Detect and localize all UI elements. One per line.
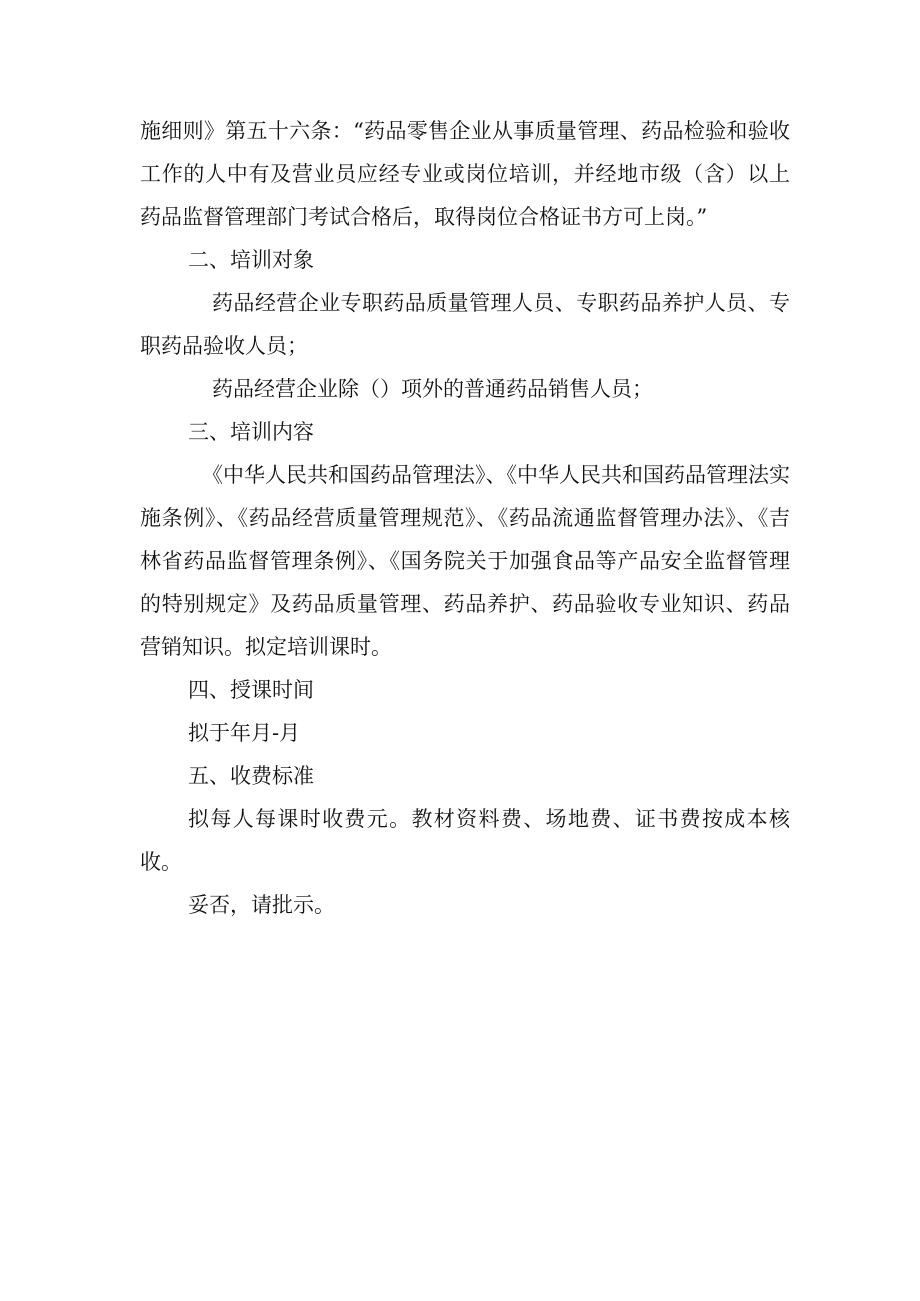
paragraph-teaching-time: 拟于年月-月 (188, 721, 301, 745)
heading-teaching-time: 四、授课时间 (188, 678, 314, 702)
heading-fee-standard: 五、收费标准 (188, 764, 314, 788)
paragraph-fee-standard: 拟每人每课时收费元。教材资料费、场地费、证书费按成本核收。 (140, 807, 790, 874)
paragraph-training-content: 《中华人民共和国药品管理法》、《中华人民共和国药品管理法实施条例》、《药品经营质量管理规范》、《药品流通监督管理办法》、《吉林省药品监督管理条例》、《国务院关于加强食品等产品安全监督管理的特别规定》及药品质量管理、药品养护、药品验收专业知识、药品营销知识。拟定培训课时。 (140, 463, 790, 659)
document-body (140, 110, 790, 927)
paragraph-closing-request: 妥否，请批示。 (188, 893, 335, 917)
paragraph-targets-sales-staff: 药品经营企业除（）项外的普通药品销售人员； (212, 377, 653, 401)
paragraph-regulation-quote: 施细则》第五十六条：“药品零售企业从事质量管理、药品检验和验收工作的人中有及营业员应经专业或岗位培训，并经地市级（含）以上药品监督管理部门考试合格后，取得岗位合格证书方可上岗。” (140, 119, 790, 229)
heading-training-content: 三、培训内容 (188, 420, 314, 444)
heading-training-targets: 二、培训对象 (188, 248, 314, 272)
paragraph-targets-full-time-staff: 药品经营企业专职药品质量管理人员、专职药品养护人员、专职药品验收人员； (140, 291, 790, 358)
